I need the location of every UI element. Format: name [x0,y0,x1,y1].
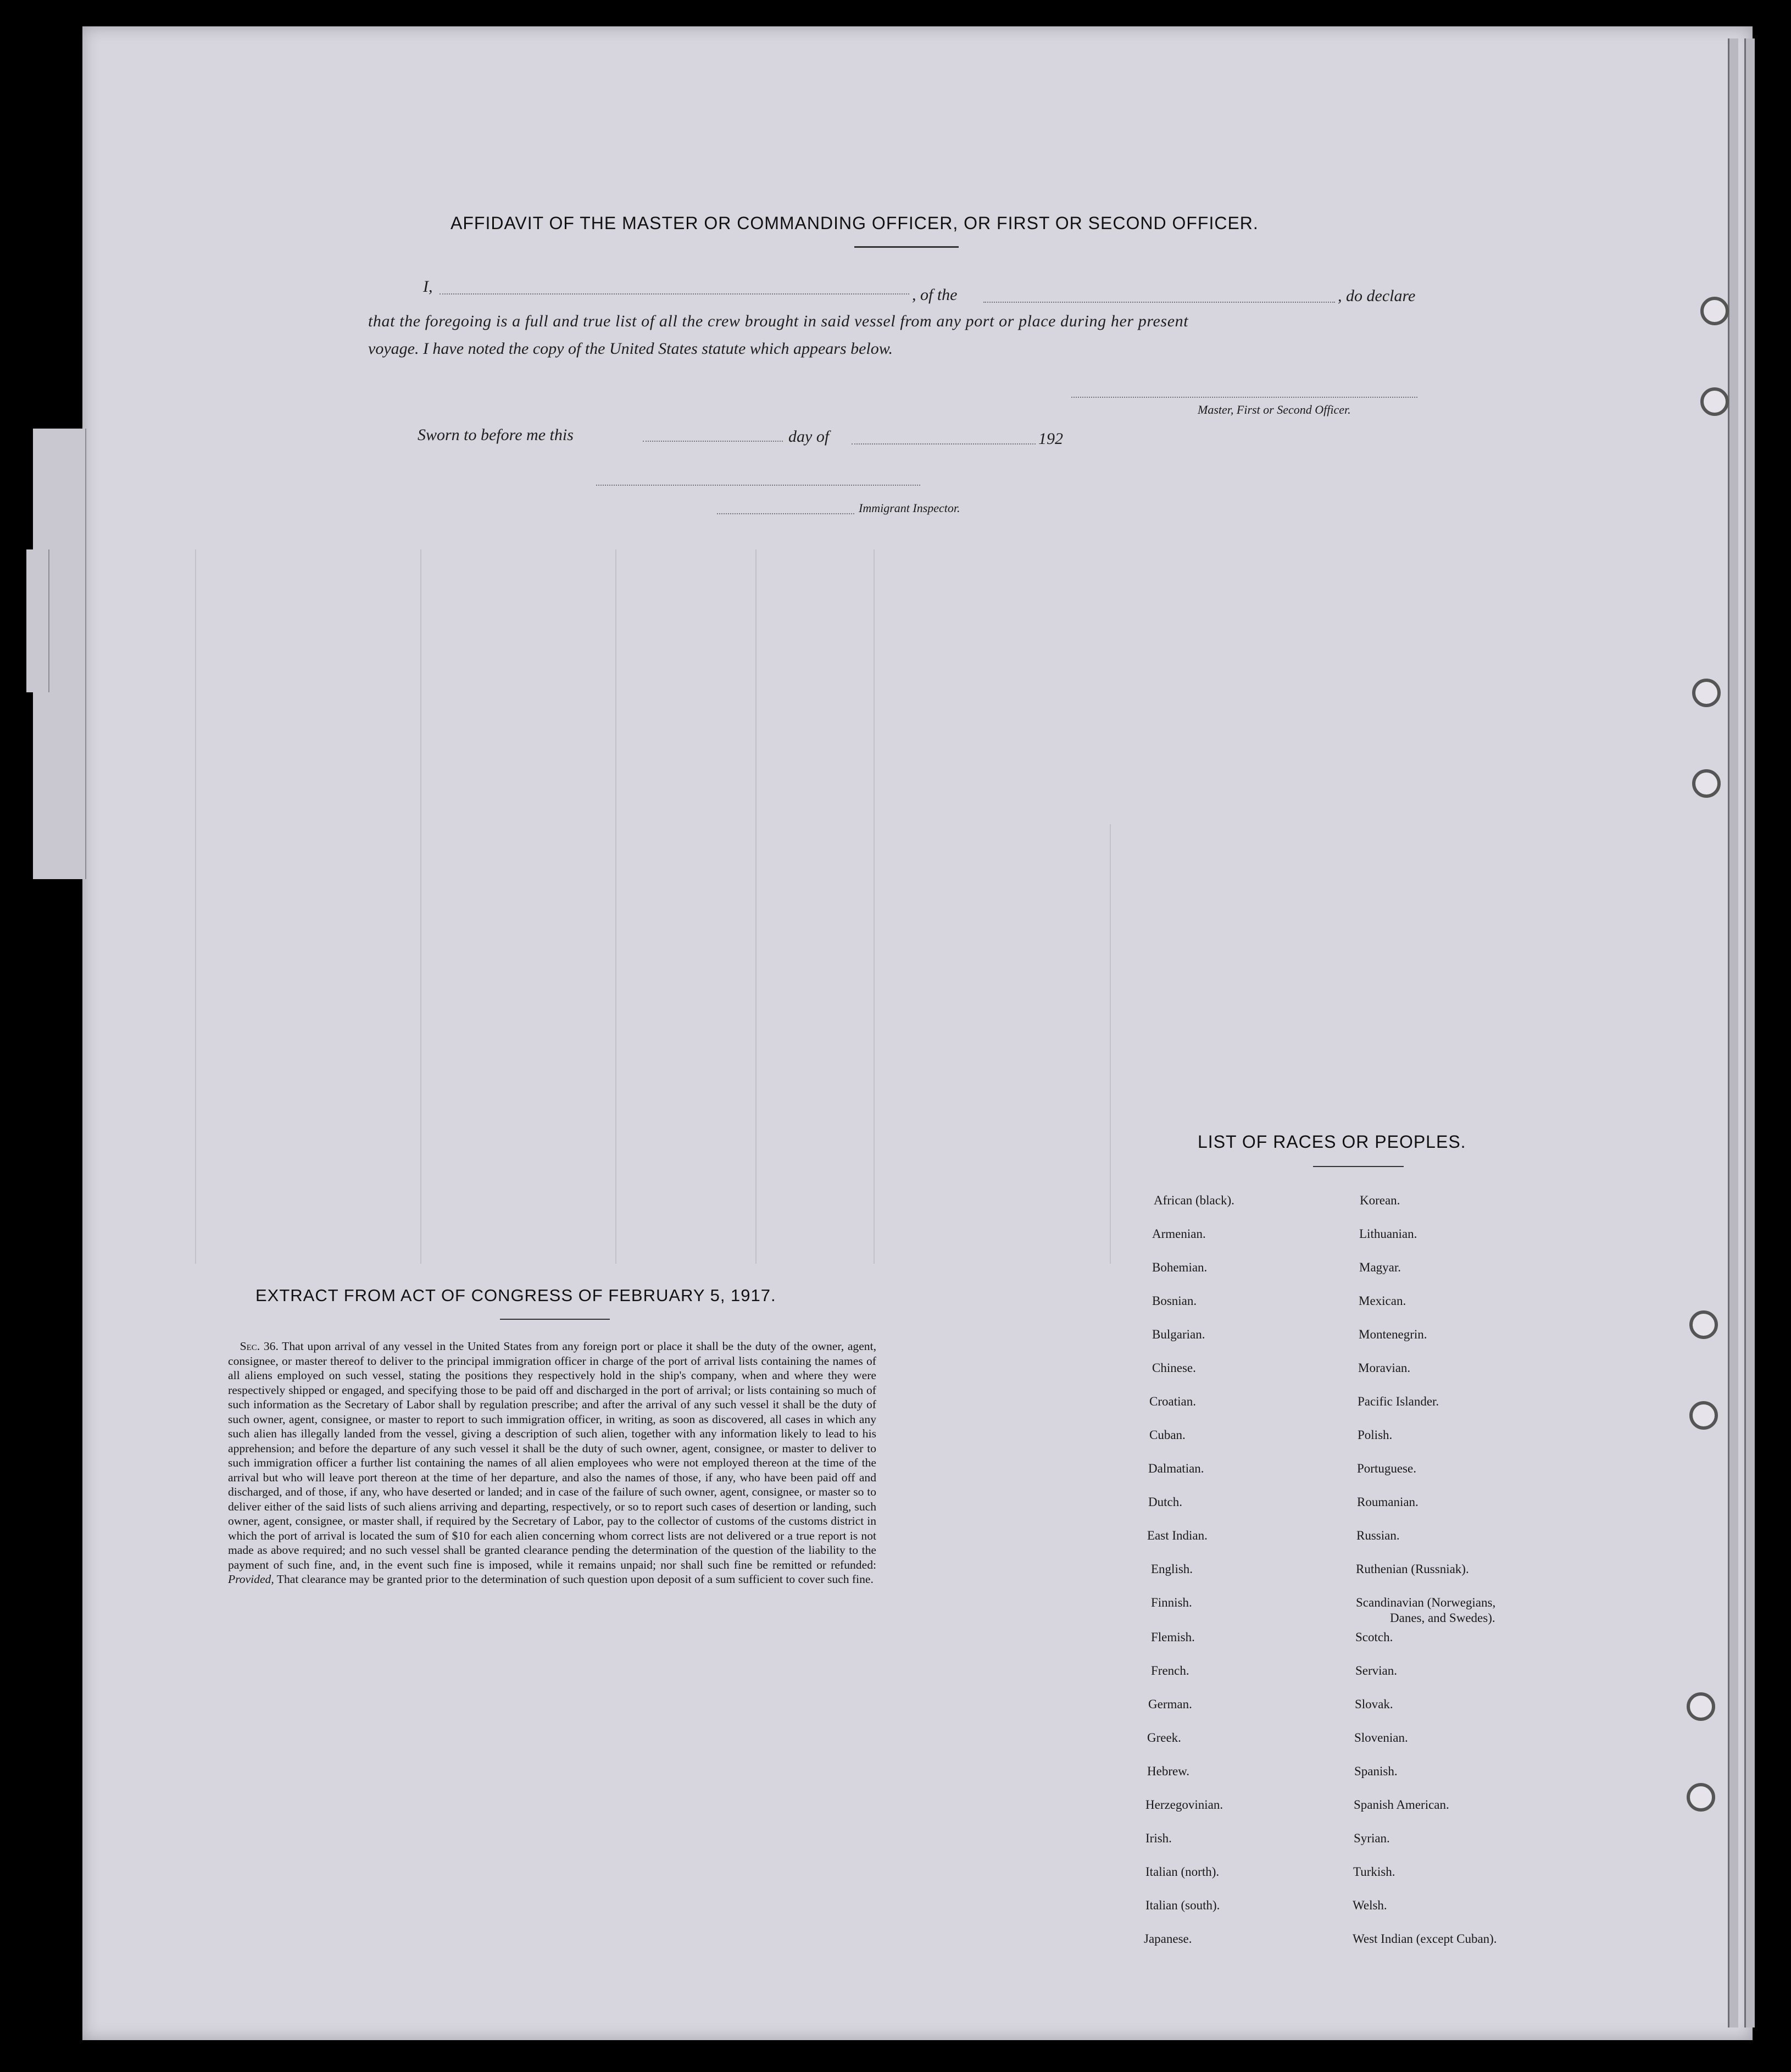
race-item: Greek. [1147,1731,1181,1745]
race-item: Flemish. [1151,1630,1195,1644]
affidavit-declaration-line: voyage. I have noted the copy of the United States statute which appears below. [368,340,893,358]
race-item: Hebrew. [1147,1764,1190,1778]
extract-title: EXTRACT FROM ACT OF CONGRESS OF FEBRUARY 5, 1917. [255,1286,776,1305]
race-item: Scotch. [1355,1630,1393,1644]
race-item: Scandinavian (Norwegians, [1356,1596,1496,1609]
race-item: Finnish. [1151,1596,1192,1609]
sworn-label: Sworn to before me this [418,426,574,444]
affidavit-i-label: I, [423,277,433,296]
race-item: Bohemian. [1152,1260,1208,1274]
race-item: Polish. [1358,1428,1393,1442]
affidavit-do-declare-label: , do declare [1338,287,1416,305]
vessel-name-field[interactable] [983,301,1335,303]
race-item: Slovak. [1355,1697,1393,1711]
races-title-underline [1313,1166,1404,1167]
race-item: Spanish American. [1354,1798,1449,1812]
race-item: Armenian. [1152,1227,1206,1241]
master-signature-label: Master, First or Second Officer. [1198,403,1351,416]
race-item: West Indian (except Cuban). [1353,1932,1497,1946]
race-item: Spanish. [1354,1764,1398,1778]
race-item: Lithuanian. [1359,1227,1417,1241]
race-item: Montenegrin. [1359,1327,1427,1341]
title-underline [854,246,959,248]
sworn-month-field[interactable] [852,442,1036,445]
race-item: Slovenian. [1354,1731,1408,1745]
binder-hole [1687,1692,1715,1721]
bleed-through-rule [195,549,196,1264]
race-item: French. [1151,1664,1189,1677]
bleed-through-rule [420,549,421,1264]
race-item: Bosnian. [1152,1294,1197,1308]
binder-hole [1689,1310,1718,1339]
affidavit-declaration-line: that the foregoing is a full and true list of all the crew brought in said vessel from any port or place during her present [368,312,1189,330]
race-item: Bulgarian. [1152,1327,1205,1341]
race-item: Turkish. [1353,1865,1395,1879]
statute-body: That upon arrival of any vessel in the United States from any foreign port or place it shall be the duty of the owner, agent, consignee, or master thereof to deliver to the principal immigration officer in charge of the port of arrival lists containing the names of all aliens employed on such vessel, stating the positions they respectively hold in the ship's company, when and where they were respectively shipped or engaged, and specifying those to be paid off and discharged in the port of arrival; or lists containing so much of such information as the Secretary of Labor shall by regulation prescribe; and after the arrival of any such vessel it shall be the duty of such owner, agent, consignee, or master to report to such immigration officer, in writing, as soon as discovered, all cases in which any such alien has illegally landed from the vessel, giving a description of such alien, together with any information likely to lead to his apprehension; and before the departure of any such vessel it shall be the duty of such owner, agent, consignee, or master to deliver to such immigration officer a further list containing the names of all alien employees who were not employed thereon at the time of the arrival but who will leave port thereon at the time of her departure, and also the names of those, if any, who have been paid off and discharged, and of those, if any, who have deserted or landed; and in case of the failure of such owner, agent, consignee, or master so to deliver either of the said lists of such aliens arriving and departing, respectively, or so to report such cases of desertion or landing, such owner, agent, consignee, or master shall, if required by the Secretary of Labor, pay to the collector of customs of the customs district in which the port of arrival is located the sum of $10 for each alien concerning whom correct lists are not delivered or a true report is not made as above required; and no such vessel shall be granted clearance pending the determination of the question of the liability to the payment of such fine, and, in the event such fine is imposed, while it remains unpaid; nor shall such fine be remitted or refunded: [228,1340,876,1571]
inspector-dotted-line [717,512,854,514]
race-item-continuation: Danes, and Swedes). [1390,1611,1495,1625]
binder-hole [1700,387,1729,416]
race-item: Ruthenian (Russniak). [1356,1562,1469,1576]
binder-hole [1700,297,1729,325]
race-item: Herzegovinian. [1145,1798,1223,1812]
binder-hole [1692,769,1721,798]
inspector-signature-field[interactable] [596,484,920,486]
affidavit-of-the-label: , of the [912,286,958,304]
bleed-through-rule [615,549,616,1264]
races-title: LIST OF RACES OR PEOPLES. [1198,1132,1466,1152]
race-item: Chinese. [1152,1361,1196,1375]
torn-page-scrap [26,549,49,692]
race-item: Cuban. [1149,1428,1186,1442]
race-item: Pacific Islander. [1358,1395,1439,1408]
year-prefix: 192 [1038,430,1063,448]
race-item: Korean. [1360,1193,1400,1207]
section-label: Sec. 36. [240,1340,279,1353]
race-item: Dalmatian. [1148,1462,1204,1475]
race-item: Croatian. [1149,1395,1196,1408]
race-item: Italian (south). [1145,1898,1220,1912]
day-of-label: day of [788,427,830,446]
sworn-day-field[interactable] [643,440,783,442]
race-item: Mexican. [1359,1294,1406,1308]
proviso-text: That clearance may be granted prior to the determination of such question upon deposit of a sum sufficient to cover such fine. [276,1573,874,1586]
race-item: East Indian. [1147,1529,1208,1542]
race-item: Portuguese. [1357,1462,1416,1475]
race-item: Welsh. [1353,1898,1387,1912]
bleed-through-rule [874,549,875,1264]
binder-hole [1689,1401,1718,1430]
page-edge-right [1728,38,1738,2027]
bleed-through-rule [1110,824,1111,1264]
master-name-field[interactable] [440,292,909,295]
race-item: Roumanian. [1357,1495,1419,1509]
race-item: Italian (north). [1145,1865,1220,1879]
race-item: Russian. [1356,1529,1400,1542]
race-item: Dutch. [1148,1495,1182,1509]
race-item: Irish. [1145,1831,1172,1845]
proviso-label: Provided, [228,1573,274,1586]
race-item: English. [1151,1562,1193,1576]
race-item: African (black). [1154,1193,1234,1207]
extract-title-underline [500,1319,610,1320]
race-item: Moravian. [1358,1361,1411,1375]
master-signature-field[interactable] [1071,396,1417,398]
binder-hole [1692,679,1721,707]
race-item: Japanese. [1144,1932,1192,1946]
inspector-label: Immigrant Inspector. [859,501,960,515]
binder-hole [1687,1783,1715,1812]
page-edge-right-2 [1744,38,1755,2027]
affidavit-title: AFFIDAVIT OF THE MASTER OR COMMANDING OFFICER, OR FIRST OR SECOND OFFICER. [450,213,1259,233]
race-item: German. [1148,1697,1192,1711]
statute-text [228,1339,876,1587]
bleed-through-rule [755,549,757,1264]
race-item: Magyar. [1359,1260,1401,1274]
race-item: Servian. [1355,1664,1398,1677]
race-item: Syrian. [1354,1831,1390,1845]
